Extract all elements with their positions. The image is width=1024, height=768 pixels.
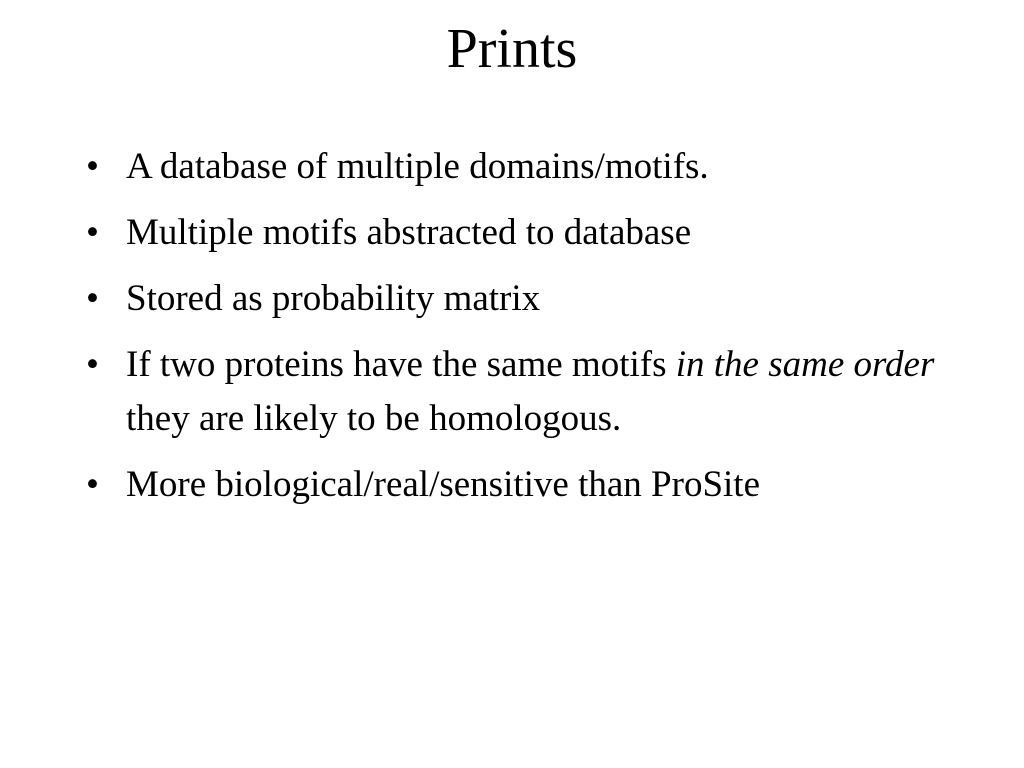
- bullet-icon: •: [86, 146, 99, 187]
- bullet-text: Multiple motifs abstracted to database: [126, 212, 692, 253]
- list-item: [86, 338, 946, 446]
- bullet-text-start: If two proteins have the same motifs: [126, 344, 676, 385]
- bullet-icon: •: [86, 278, 99, 319]
- bullet-list: [86, 140, 946, 524]
- bullet-icon: •: [86, 464, 99, 505]
- bullet-text: A database of multiple domains/motifs.: [126, 146, 709, 187]
- bullet-text-italic: in the same order: [675, 344, 935, 385]
- list-item: [86, 206, 946, 260]
- bullet-text: More biological/real/sensitive than ProSite: [126, 464, 761, 505]
- bullet-icon: •: [86, 212, 99, 253]
- list-item: [86, 272, 946, 326]
- slide-title: Prints: [446, 18, 578, 80]
- list-item: [86, 458, 946, 512]
- bullet-text: [126, 344, 934, 439]
- bullet-icon: •: [86, 344, 99, 385]
- bullet-text: Stored as probability matrix: [126, 278, 541, 319]
- list-item: [86, 140, 946, 194]
- bullet-text-end: they are likely to be homologous.: [126, 398, 622, 439]
